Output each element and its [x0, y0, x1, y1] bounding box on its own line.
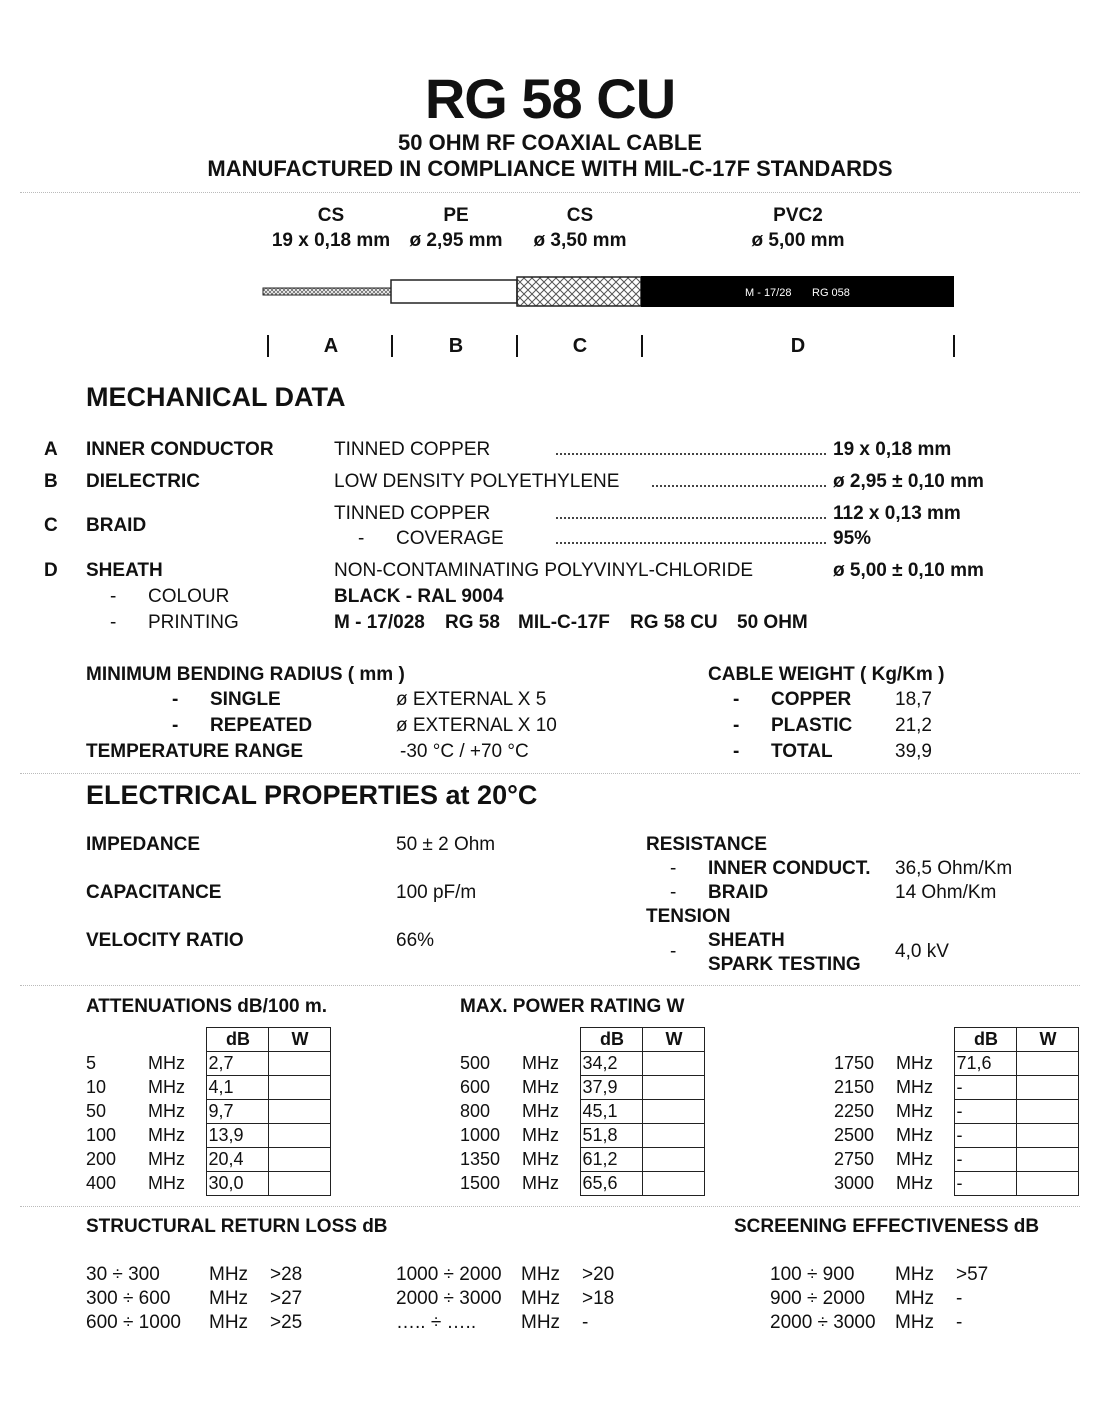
frequency: 1750 — [834, 1053, 875, 1073]
db-column-header: dB — [954, 1028, 1016, 1052]
attenuation-db: 71,6 — [954, 1052, 1016, 1076]
inner-conductor-value: 19 x 0,18 mm — [833, 439, 952, 460]
power-w — [268, 1148, 330, 1172]
power-w — [1016, 1172, 1078, 1196]
total-weight-label: TOTAL — [771, 741, 833, 762]
frequency-unit: MHz — [521, 1288, 561, 1309]
attenuation-table — [832, 1027, 1079, 1196]
segment-divider — [391, 335, 393, 357]
attenuation-db: 13,9 — [206, 1124, 268, 1148]
frequency-unit: MHz — [521, 1264, 561, 1285]
frequency: 1000 — [460, 1125, 501, 1145]
inner-conductor-segment — [263, 288, 391, 295]
inner-conductor-material: TINNED COPPER — [334, 439, 491, 460]
segment-letter-c: C — [572, 335, 588, 357]
table-row — [84, 1148, 330, 1172]
diagram-code-b: PE — [443, 205, 469, 226]
printing-item: M - 17/028 — [334, 612, 425, 633]
return-loss-range: ….. ÷ ….. — [396, 1312, 477, 1333]
separator — [20, 1206, 1080, 1207]
screening-value: >57 — [956, 1264, 989, 1285]
table-row — [458, 1172, 704, 1196]
frequency-unit: MHz — [522, 1125, 559, 1145]
dot-leader — [556, 517, 826, 519]
return-loss-title: STRUCTURAL RETURN LOSS dB — [86, 1216, 388, 1237]
separator — [20, 773, 1080, 774]
impedance-label: IMPEDANCE — [86, 834, 201, 855]
spark-testing-label: SPARK TESTING — [708, 954, 861, 975]
frequency-unit: MHz — [522, 1101, 559, 1121]
dielectric-value: ø 2,95 ± 0,10 mm — [833, 471, 984, 492]
segment-divider — [516, 335, 518, 357]
velocity-ratio-label: VELOCITY RATIO — [86, 930, 244, 951]
copper-weight-value: 18,7 — [895, 689, 932, 710]
repeated-bend-label: REPEATED — [210, 715, 313, 736]
diagram-code-a: CS — [317, 205, 345, 226]
frequency: 1350 — [460, 1149, 501, 1169]
frequency-unit: MHz — [148, 1053, 185, 1073]
frequency: 400 — [86, 1173, 117, 1193]
power-w — [268, 1172, 330, 1196]
w-column-header: W — [268, 1028, 330, 1052]
power-w — [268, 1124, 330, 1148]
frequency: 10 — [86, 1077, 107, 1097]
braid-label: BRAID — [86, 515, 147, 536]
screening-effectiveness-title: SCREENING EFFECTIVENESS dB — [734, 1216, 1040, 1237]
list-dash: - — [358, 528, 365, 549]
braid-segment — [517, 277, 641, 306]
dot-leader — [556, 542, 826, 544]
segment-letter-a: A — [323, 335, 339, 357]
list-dash: - — [733, 689, 740, 710]
inner-conductor-label: INNER CONDUCTOR — [86, 439, 274, 460]
segment-divider — [641, 335, 643, 357]
power-w — [642, 1148, 704, 1172]
coverage-label: COVERAGE — [396, 528, 504, 549]
frequency: 100 — [86, 1125, 117, 1145]
table-row — [458, 1076, 704, 1100]
temperature-range-value: -30 °C / +70 °C — [400, 741, 529, 762]
single-bend-label: SINGLE — [210, 689, 281, 710]
screening-value: - — [956, 1288, 963, 1309]
dielectric-label: DIELECTRIC — [86, 471, 200, 492]
diagram-dim-a: 19 x 0,18 mm — [271, 230, 391, 251]
attenuation-db: - — [954, 1100, 1016, 1124]
db-column-header: dB — [580, 1028, 642, 1052]
power-w — [268, 1076, 330, 1100]
diagram-code-d: PVC2 — [773, 205, 823, 226]
frequency-unit: MHz — [522, 1149, 559, 1169]
row-letter: C — [44, 515, 58, 536]
bending-radius-title: MINIMUM BENDING RADIUS ( mm ) — [86, 664, 405, 685]
power-w — [642, 1100, 704, 1124]
resistance-label: RESISTANCE — [646, 834, 768, 855]
frequency-unit: MHz — [148, 1149, 185, 1169]
row-letter: B — [44, 471, 58, 492]
frequency: 2500 — [834, 1125, 875, 1145]
sheath-label: SHEATH — [86, 560, 163, 581]
attenuation-table — [84, 1027, 331, 1196]
screening-range: 2000 ÷ 3000 — [770, 1312, 876, 1333]
attenuation-db: 51,8 — [580, 1124, 642, 1148]
table-row — [458, 1052, 704, 1076]
table-row — [84, 1052, 330, 1076]
frequency: 3000 — [834, 1173, 875, 1193]
spark-testing-value: 4,0 kV — [895, 941, 949, 962]
subtitle-compliance: MANUFACTURED IN COMPLIANCE WITH MIL-C-17F STANDARDS — [207, 156, 893, 181]
frequency-unit: MHz — [209, 1288, 249, 1309]
braid-material: TINNED COPPER — [334, 503, 491, 524]
attenuation-db: 45,1 — [580, 1100, 642, 1124]
separator — [20, 985, 1080, 986]
list-dash: - — [110, 612, 117, 633]
table-row — [832, 1052, 1078, 1076]
capacitance-label: CAPACITANCE — [86, 882, 222, 903]
page-title: RG 58 CU — [424, 67, 676, 130]
frequency-unit: MHz — [896, 1149, 933, 1169]
return-loss-value: >18 — [582, 1288, 615, 1309]
single-bend-value: ø EXTERNAL X 5 — [396, 689, 547, 710]
cable-print-code: M - 17/28 — [745, 287, 792, 299]
dielectric-segment — [391, 280, 517, 303]
power-w — [642, 1172, 704, 1196]
list-dash: - — [110, 586, 117, 607]
frequency: 2150 — [834, 1077, 875, 1097]
printing-label: PRINTING — [148, 612, 239, 633]
power-w — [642, 1052, 704, 1076]
frequency: 2750 — [834, 1149, 875, 1169]
table-row — [832, 1124, 1078, 1148]
table-row — [458, 1148, 704, 1172]
attenuation-db: 4,1 — [206, 1076, 268, 1100]
table-row — [84, 1172, 330, 1196]
list-dash: - — [172, 689, 179, 710]
return-loss-value: >25 — [270, 1312, 303, 1333]
inner-conductor-resistance-label: INNER CONDUCT. — [708, 858, 871, 879]
frequency: 50 — [86, 1101, 107, 1121]
segment-divider — [953, 335, 955, 357]
attenuations-title: ATTENUATIONS dB/100 m. — [86, 996, 328, 1017]
braid-resistance-label: BRAID — [708, 882, 769, 903]
inner-conductor-resistance-value: 36,5 Ohm/Km — [895, 858, 1013, 879]
frequency-unit: MHz — [896, 1077, 933, 1097]
repeated-bend-value: ø EXTERNAL X 10 — [396, 715, 557, 736]
cable-cross-section-diagram — [260, 270, 960, 315]
max-power-rating-title: MAX. POWER RATING W — [460, 996, 685, 1017]
copper-weight-label: COPPER — [771, 689, 852, 710]
colour-value: BLACK - RAL 9004 — [334, 586, 504, 607]
attenuation-db: 61,2 — [580, 1148, 642, 1172]
temperature-range-label: TEMPERATURE RANGE — [86, 741, 304, 762]
plastic-weight-label: PLASTIC — [771, 715, 853, 736]
attenuation-db: 9,7 — [206, 1100, 268, 1124]
power-w — [642, 1124, 704, 1148]
diagram-dim-c: ø 3,50 mm — [533, 230, 627, 251]
sheath-value: ø 5,00 ± 0,10 mm — [833, 560, 984, 581]
frequency-unit: MHz — [148, 1173, 185, 1193]
table-row — [832, 1076, 1078, 1100]
separator — [20, 192, 1080, 193]
return-loss-value: >28 — [270, 1264, 303, 1285]
frequency-unit: MHz — [896, 1053, 933, 1073]
screening-value: - — [956, 1312, 963, 1333]
sheath-material: NON-CONTAMINATING POLYVINYL-CHLORIDE — [334, 560, 754, 581]
table-row — [458, 1100, 704, 1124]
power-w — [1016, 1148, 1078, 1172]
frequency-unit: MHz — [896, 1101, 933, 1121]
total-weight-value: 39,9 — [895, 741, 932, 762]
screening-range: 900 ÷ 2000 — [770, 1288, 865, 1309]
subtitle-cable-type: 50 OHM RF COAXIAL CABLE — [398, 130, 702, 155]
frequency-unit: MHz — [209, 1312, 249, 1333]
return-loss-range: 2000 ÷ 3000 — [396, 1288, 502, 1309]
frequency-unit: MHz — [522, 1077, 559, 1097]
segment-letter-d: D — [790, 335, 806, 357]
w-column-header: W — [642, 1028, 704, 1052]
frequency-unit: MHz — [896, 1125, 933, 1145]
capacitance-value: 100 pF/m — [396, 882, 477, 903]
w-column-header: W — [1016, 1028, 1078, 1052]
list-dash: - — [172, 715, 179, 736]
dot-leader — [652, 485, 826, 487]
table-row — [832, 1100, 1078, 1124]
attenuation-db: 20,4 — [206, 1148, 268, 1172]
braid-value: 112 x 0,13 mm — [833, 503, 961, 524]
row-letter: A — [44, 439, 58, 460]
frequency: 5 — [86, 1053, 97, 1073]
table-row — [458, 1124, 704, 1148]
tension-label: TENSION — [646, 906, 731, 927]
segment-letter-b: B — [448, 335, 464, 357]
dot-leader — [556, 453, 826, 455]
frequency: 1500 — [460, 1173, 501, 1193]
sheath-tension-label: SHEATH — [708, 930, 785, 951]
attenuation-db: 2,7 — [206, 1052, 268, 1076]
plastic-weight-value: 21,2 — [895, 715, 932, 736]
frequency: 600 — [460, 1077, 491, 1097]
frequency-unit: MHz — [148, 1101, 185, 1121]
power-w — [268, 1100, 330, 1124]
attenuation-table — [458, 1027, 705, 1196]
table-row — [84, 1124, 330, 1148]
return-loss-value: >20 — [582, 1264, 615, 1285]
frequency-unit: MHz — [148, 1125, 185, 1145]
printing-item: RG 58 — [445, 612, 500, 633]
frequency-unit: MHz — [209, 1264, 249, 1285]
table-row — [84, 1100, 330, 1124]
dielectric-material: LOW DENSITY POLYETHYLENE — [334, 471, 620, 492]
frequency: 500 — [460, 1053, 491, 1073]
sheath-segment — [641, 276, 954, 307]
cable-weight-title: CABLE WEIGHT ( Kg/Km ) — [708, 664, 945, 685]
power-w — [1016, 1052, 1078, 1076]
frequency-unit: MHz — [895, 1288, 935, 1309]
attenuation-db: - — [954, 1148, 1016, 1172]
frequency: 800 — [460, 1101, 491, 1121]
frequency-unit: MHz — [522, 1053, 559, 1073]
frequency-unit: MHz — [522, 1173, 559, 1193]
diagram-dim-d: ø 5,00 mm — [751, 230, 845, 251]
frequency-unit: MHz — [521, 1312, 561, 1333]
cable-print-model: RG 058 — [812, 287, 850, 299]
frequency: 2250 — [834, 1101, 875, 1121]
coverage-value: 95% — [833, 528, 872, 549]
table-row — [832, 1172, 1078, 1196]
attenuation-db: 65,6 — [580, 1172, 642, 1196]
attenuation-db: - — [954, 1076, 1016, 1100]
attenuation-db: 37,9 — [580, 1076, 642, 1100]
impedance-value: 50 ± 2 Ohm — [396, 834, 496, 855]
table-row — [84, 1076, 330, 1100]
return-loss-value: - — [582, 1312, 589, 1333]
segment-divider — [267, 335, 269, 357]
list-dash: - — [670, 858, 677, 879]
list-dash: - — [733, 741, 740, 762]
return-loss-range: 1000 ÷ 2000 — [396, 1264, 502, 1285]
power-w — [1016, 1100, 1078, 1124]
table-row — [832, 1148, 1078, 1172]
velocity-ratio-value: 66% — [396, 930, 435, 951]
frequency: 200 — [86, 1149, 117, 1169]
attenuation-db: - — [954, 1124, 1016, 1148]
list-dash: - — [733, 715, 740, 736]
return-loss-range: 30 ÷ 300 — [86, 1264, 160, 1285]
attenuation-db: 30,0 — [206, 1172, 268, 1196]
frequency-unit: MHz — [896, 1173, 933, 1193]
list-dash: - — [670, 941, 677, 962]
braid-resistance-value: 14 Ohm/Km — [895, 882, 997, 903]
frequency-unit: MHz — [895, 1312, 935, 1333]
power-w — [1016, 1124, 1078, 1148]
printing-item: 50 OHM — [737, 612, 808, 633]
colour-label: COLOUR — [148, 586, 230, 607]
electrical-properties-title: ELECTRICAL PROPERTIES at 20°C — [86, 780, 538, 810]
power-w — [642, 1076, 704, 1100]
db-column-header: dB — [206, 1028, 268, 1052]
printing-item: RG 58 CU — [630, 612, 718, 633]
attenuation-db: - — [954, 1172, 1016, 1196]
power-w — [268, 1052, 330, 1076]
attenuation-db: 34,2 — [580, 1052, 642, 1076]
return-loss-range: 300 ÷ 600 — [86, 1288, 171, 1309]
row-letter: D — [44, 560, 58, 581]
screening-range: 100 ÷ 900 — [770, 1264, 855, 1285]
diagram-code-c: CS — [566, 205, 594, 226]
list-dash: - — [670, 882, 677, 903]
frequency-unit: MHz — [895, 1264, 935, 1285]
diagram-dim-b: ø 2,95 mm — [409, 230, 503, 251]
printing-item: MIL-C-17F — [518, 612, 610, 633]
mechanical-data-title: MECHANICAL DATA — [86, 382, 346, 412]
return-loss-range: 600 ÷ 1000 — [86, 1312, 181, 1333]
frequency-unit: MHz — [148, 1077, 185, 1097]
power-w — [1016, 1076, 1078, 1100]
return-loss-value: >27 — [270, 1288, 303, 1309]
